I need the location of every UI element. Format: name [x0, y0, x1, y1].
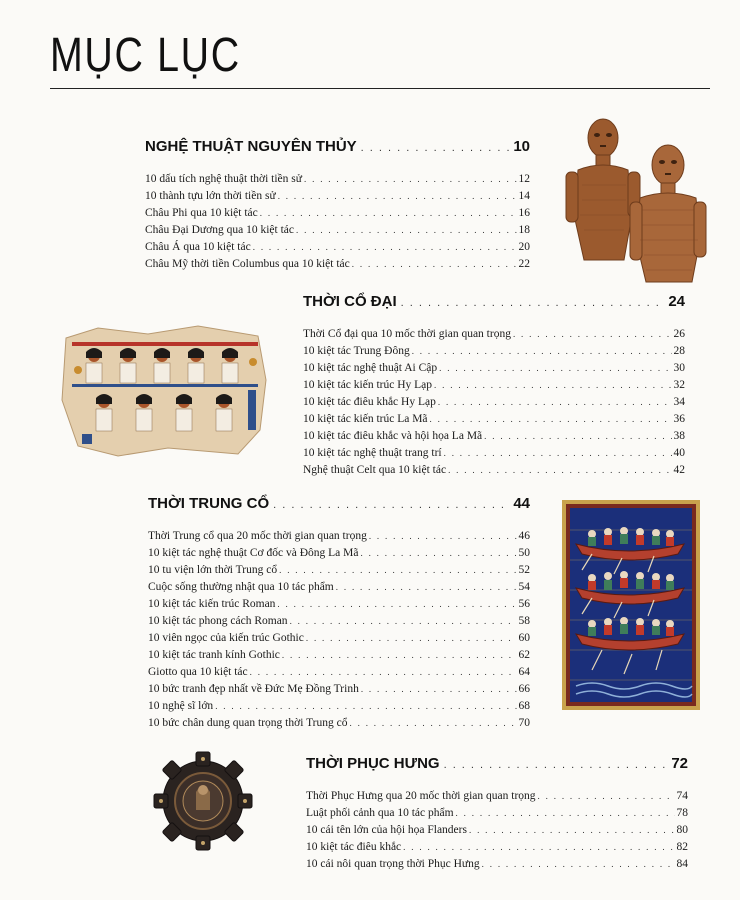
toc-entry[interactable] — [145, 205, 530, 222]
toc-entry[interactable] — [148, 528, 530, 545]
leader-dots — [469, 822, 675, 839]
leader-dots — [448, 462, 671, 479]
toc-entry[interactable] — [148, 579, 530, 596]
toc-entry-label: 10 kiệt tác phong cách Roman — [148, 615, 288, 627]
section-page-number: 10 — [513, 138, 530, 155]
toc-entry[interactable] — [148, 545, 530, 562]
toc-entry-label: Thời Trung cổ qua 20 mốc thời gian quan trọng — [148, 530, 367, 542]
toc-entry-page-number: 62 — [518, 649, 530, 661]
toc-entry-label: 10 kiệt tác điêu khắc Hy Lạp — [303, 396, 436, 408]
toc-entry-page-number: 64 — [518, 666, 530, 678]
toc-entry-label: Luật phối cảnh qua 10 tác phẩm — [306, 807, 454, 819]
toc-entry-page-number: 42 — [673, 464, 685, 476]
leader-dots — [538, 788, 675, 805]
toc-entry-page-number: 74 — [676, 790, 688, 802]
leader-dots — [278, 188, 517, 205]
toc-section-prehistoric — [145, 138, 530, 273]
toc-entry[interactable] — [148, 647, 530, 664]
egyptian-fresco-illustration — [58, 320, 270, 460]
toc-entry-page-number: 26 — [673, 328, 685, 340]
toc-entry-page-number: 22 — [518, 258, 530, 270]
toc-section-middle-ages — [148, 495, 530, 732]
toc-entry-page-number: 34 — [673, 396, 685, 408]
toc-entry-page-number: 30 — [673, 362, 685, 374]
toc-entry-label: 10 kiệt tác kiến trúc Hy Lạp — [303, 379, 433, 391]
toc-entry-page-number: 56 — [518, 598, 530, 610]
toc-entry[interactable] — [145, 222, 530, 239]
toc-entry-page-number: 80 — [676, 824, 688, 836]
toc-entry-label: Thời Phục Hưng qua 20 mốc thời gian quan trọng — [306, 790, 536, 802]
toc-entry-label: 10 kiệt tác điêu khắc và hội họa La Mã — [303, 430, 483, 442]
leader-dots — [403, 839, 674, 856]
toc-entry-page-number: 46 — [518, 530, 530, 542]
leader-dots — [250, 664, 517, 681]
section-title: THỜI CỔ ĐẠI — [303, 293, 397, 310]
toc-entry[interactable] — [145, 256, 530, 273]
toc-entry[interactable] — [145, 239, 530, 256]
leader-dots — [361, 142, 510, 154]
page-title: MỤC LỤC — [50, 29, 241, 82]
toc-entry[interactable] — [148, 715, 530, 732]
leader-dots — [430, 411, 672, 428]
toc-entry-page-number: 40 — [673, 447, 685, 459]
right-figurine — [630, 145, 706, 282]
leader-dots — [352, 256, 517, 273]
toc-entry-label: 10 tu viện lớn thời Trung cổ — [148, 564, 278, 576]
toc-entry-label: 10 bức tranh đẹp nhất về Đức Mẹ Đồng Trinh — [148, 683, 359, 695]
section-heading[interactable] — [306, 755, 688, 779]
toc-entry[interactable] — [303, 343, 685, 360]
toc-entry-label: Giotto qua 10 kiệt tác — [148, 666, 248, 678]
section-title: THỜI TRUNG CỔ — [148, 495, 270, 512]
leader-dots — [412, 343, 672, 360]
toc-entry[interactable] — [303, 360, 685, 377]
toc-entry-label: 10 kiệt tác điêu khắc — [306, 841, 402, 853]
toc-entry-label: Châu Phi qua 10 kiệt tác — [145, 207, 258, 219]
leader-dots — [369, 528, 517, 545]
toc-entry-page-number: 38 — [673, 430, 685, 442]
leader-dots — [444, 759, 668, 771]
section-title: NGHỆ THUẬT NGUYÊN THỦY — [145, 138, 357, 155]
toc-entry[interactable] — [148, 630, 530, 647]
toc-entry-label: 10 kiệt tác tranh kính Gothic — [148, 649, 280, 661]
medieval-manuscript-illustration — [562, 500, 700, 710]
toc-entry-label: 10 thành tựu lớn thời tiền sử — [145, 190, 276, 202]
toc-entry-label: Cuộc sống thường nhật qua 10 tác phẩm — [148, 581, 334, 593]
toc-entry[interactable] — [303, 428, 685, 445]
toc-entry-page-number: 12 — [518, 173, 530, 185]
leader-dots — [253, 239, 517, 256]
toc-entry-page-number: 70 — [518, 717, 530, 729]
toc-entry[interactable] — [145, 171, 530, 188]
toc-entry-label: Châu Á qua 10 kiệt tác — [145, 241, 251, 253]
toc-entry-label: 10 kiệt tác nghệ thuật Cơ đốc và Đông La Mã — [148, 547, 359, 559]
leader-dots — [361, 681, 517, 698]
toc-entry[interactable] — [306, 788, 688, 805]
toc-entry-label: 10 kiệt tác nghệ thuật trang trí — [303, 447, 442, 459]
toc-entry[interactable] — [306, 822, 688, 839]
toc-entry-label: 10 bức chân dung quan trọng thời Trung cổ — [148, 717, 348, 729]
section-items — [145, 171, 530, 273]
toc-entry-label: 10 kiệt tác kiến trúc La Mã — [303, 413, 428, 425]
toc-entry[interactable] — [303, 326, 685, 343]
section-page-number: 24 — [668, 293, 685, 310]
toc-section-renaissance — [306, 755, 688, 873]
toc-entry[interactable] — [145, 188, 530, 205]
toc-entry[interactable] — [303, 445, 685, 462]
toc-entry[interactable] — [148, 698, 530, 715]
renaissance-medallion-illustration — [152, 750, 254, 852]
toc-entry-label: Thời Cổ đại qua 10 mốc thời gian quan trọng — [303, 328, 511, 340]
leader-dots — [336, 579, 517, 596]
section-items — [303, 326, 685, 479]
leader-dots — [260, 205, 517, 222]
leader-dots — [290, 613, 517, 630]
toc-entry-page-number: 16 — [518, 207, 530, 219]
toc-entry[interactable] — [148, 596, 530, 613]
section-page-number: 72 — [671, 755, 688, 772]
toc-entry-label: 10 dấu tích nghệ thuật thời tiền sử — [145, 173, 302, 185]
toc-entry-page-number: 82 — [676, 841, 688, 853]
toc-entry-page-number: 14 — [518, 190, 530, 202]
toc-entry-label: 10 cái nôi quan trọng thời Phục Hưng — [306, 858, 480, 870]
toc-entry-page-number: 52 — [518, 564, 530, 576]
toc-entry-page-number: 28 — [673, 345, 685, 357]
leader-dots — [482, 856, 675, 873]
toc-entry-page-number: 18 — [518, 224, 530, 236]
leader-dots — [306, 630, 517, 647]
toc-entry-label: 10 nghệ sĩ lớn — [148, 700, 214, 712]
leader-dots — [296, 222, 516, 239]
leader-dots — [279, 562, 516, 579]
leader-dots — [360, 545, 516, 562]
toc-entry-page-number: 66 — [518, 683, 530, 695]
toc-entry-page-number: 78 — [676, 807, 688, 819]
toc-entry-page-number: 68 — [518, 700, 530, 712]
toc-entry-label: 10 cái tên lớn của hội họa Flanders — [306, 824, 467, 836]
leader-dots — [273, 499, 509, 511]
toc-entry[interactable] — [148, 681, 530, 698]
left-figurine — [566, 119, 640, 260]
section-items — [148, 528, 530, 732]
toc-entry-page-number: 50 — [518, 547, 530, 559]
section-heading[interactable] — [148, 495, 530, 519]
toc-entry-page-number: 58 — [518, 615, 530, 627]
leader-dots — [513, 326, 672, 343]
toc-entry[interactable] — [303, 411, 685, 428]
prehistoric-figurines-illustration — [560, 110, 710, 290]
section-title: THỜI PHỤC HƯNG — [306, 755, 440, 772]
leader-dots — [350, 715, 517, 732]
toc-entry[interactable] — [306, 839, 688, 856]
toc-entry[interactable] — [306, 805, 688, 822]
toc-entry-page-number: 36 — [673, 413, 685, 425]
toc-entry[interactable] — [303, 462, 685, 479]
toc-entry-label: 10 kiệt tác kiến trúc Roman — [148, 598, 276, 610]
leader-dots — [456, 805, 675, 822]
toc-entry-label: Nghệ thuật Celt qua 10 kiệt tác — [303, 464, 447, 476]
toc-entry-label: 10 kiệt tác Trung Đông — [303, 345, 410, 357]
leader-dots — [438, 394, 672, 411]
toc-entry-page-number: 20 — [518, 241, 530, 253]
toc-entry[interactable] — [148, 613, 530, 630]
section-page-number: 44 — [513, 495, 530, 512]
leader-dots — [277, 596, 516, 613]
toc-entry[interactable] — [148, 562, 530, 579]
toc-entry-page-number: 60 — [518, 632, 530, 644]
toc-entry[interactable] — [303, 394, 685, 411]
toc-entry-page-number: 84 — [676, 858, 688, 870]
section-heading[interactable] — [303, 293, 685, 317]
toc-entry-page-number: 32 — [673, 379, 685, 391]
section-heading[interactable] — [145, 138, 530, 162]
toc-entry-label: 10 kiệt tác nghệ thuật Ai Cập — [303, 362, 438, 374]
toc-entry-label: Châu Đại Dương qua 10 kiệt tác — [145, 224, 295, 236]
toc-section-antiquity — [303, 293, 685, 479]
leader-dots — [444, 445, 672, 462]
leader-dots — [282, 647, 517, 664]
toc-entry[interactable] — [148, 664, 530, 681]
leader-dots — [434, 377, 671, 394]
title-divider — [50, 88, 710, 89]
toc-entry-page-number: 54 — [518, 581, 530, 593]
section-items — [306, 788, 688, 873]
leader-dots — [484, 428, 671, 445]
leader-dots — [401, 297, 665, 309]
leader-dots — [304, 171, 517, 188]
toc-entry-label: Châu Mỹ thời tiền Columbus qua 10 kiệt tác — [145, 258, 350, 270]
toc-entry[interactable] — [306, 856, 688, 873]
leader-dots — [215, 698, 516, 715]
toc-entry-label: 10 viên ngọc của kiến trúc Gothic — [148, 632, 304, 644]
leader-dots — [439, 360, 671, 377]
toc-entry[interactable] — [303, 377, 685, 394]
